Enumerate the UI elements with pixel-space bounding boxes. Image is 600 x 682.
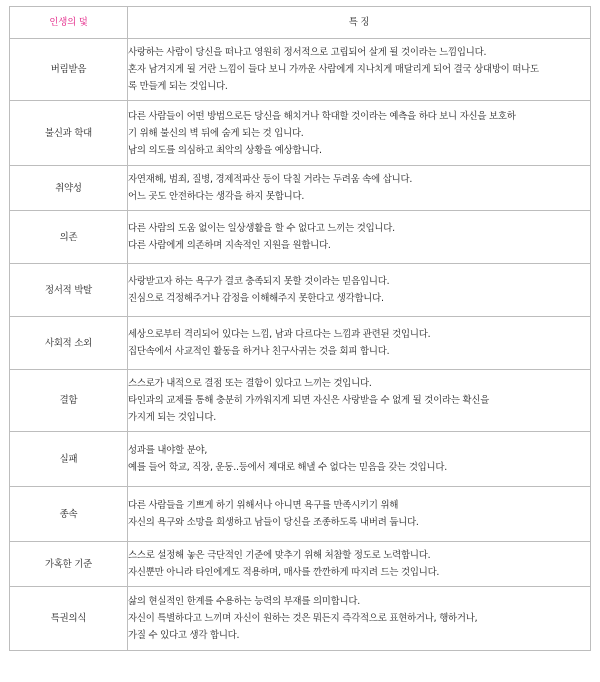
table-header-row [10, 7, 591, 39]
description-line: 다른 사람에게 의존하며 지속적인 지원을 원합니다. [128, 240, 331, 251]
trap-description [128, 39, 591, 101]
description-line: 타인과의 교제를 통해 충분히 가까워지게 되면 자신은 사랑받을 수 없게 될 것이라는 확신을 [128, 395, 490, 406]
description-line: 혼자 남겨지게 될 거란 느낌이 들다 보니 가까운 사람에게 지나치게 매달리게 되어 결국 상대방이 떠나도 [128, 64, 539, 75]
table-row [10, 39, 591, 101]
trap-description [128, 166, 591, 211]
trap-name: 결함 [10, 370, 128, 432]
trap-description [128, 487, 591, 542]
description-line: 성과를 내야할 분야, [128, 445, 208, 456]
trap-description [128, 317, 591, 370]
trap-name: 정서적 박탈 [10, 264, 128, 317]
description-line: 어느 곳도 안전하다는 생각을 하지 못합니다. [128, 191, 305, 202]
description-line: 세상으로부터 격리되어 있다는 느낌, 남과 다르다는 느낌과 관련된 것입니다. [128, 329, 431, 340]
description-line: 록 만들게 되는 것입니다. [128, 81, 228, 92]
table-row [10, 264, 591, 317]
trap-description [128, 101, 591, 166]
trap-name: 종속 [10, 487, 128, 542]
life-traps-table [9, 6, 591, 651]
description-line: 자연재해, 범죄, 질병, 경제적파산 등이 닥칠 거라는 두려움 속에 삽니다. [128, 174, 413, 185]
trap-description [128, 432, 591, 487]
description-line: 사랑하는 사람이 당신을 떠나고 영원히 정서적으로 고립되어 살게 될 것이라는 느낌입니다. [128, 47, 487, 58]
description-line: 삶의 현실적인 한계를 수용하는 능력의 부재를 의미합니다. [128, 596, 361, 607]
header-life-trap: 인생의 덫 [10, 7, 128, 39]
description-line: 남의 의도를 의심하고 최악의 상황을 예상합니다. [128, 144, 322, 156]
trap-description [128, 542, 591, 587]
trap-name: 의존 [10, 211, 128, 264]
description-line: 다른 사람들이 어떤 방법으로든 당신을 해치거나 학대할 것이라는 예측을 하다 보니 자신을 보호하 [128, 110, 516, 122]
description-line: 집단속에서 사교적인 활동을 하거나 친구사귀는 것을 회피 합니다. [128, 346, 390, 357]
description-line: 다른 사람들을 기쁘게 하기 위해서나 아니면 욕구를 만족시키기 위해 [128, 500, 399, 511]
trap-description [128, 211, 591, 264]
table-row [10, 370, 591, 432]
trap-description [128, 587, 591, 651]
table-row [10, 211, 591, 264]
table-row [10, 317, 591, 370]
table-row [10, 101, 591, 166]
trap-name: 버림받음 [10, 39, 128, 101]
description-line: 스스로가 내적으로 결점 또는 결함이 있다고 느끼는 것입니다. [128, 378, 372, 389]
description-line: 기 위해 불신의 벽 뒤에 숨게 되는 것 입니다. [128, 127, 304, 139]
description-line: 자신의 욕구와 소망을 희생하고 남들이 당신을 조종하도록 내버려 둡니다. [128, 517, 419, 528]
description-line: 스스로 설정해 놓은 극단적인 기준에 맞추기 위해 처참할 정도로 노력합니다. [128, 550, 431, 561]
description-line: 진심으로 걱정해주거나 감정을 이해해주지 못한다고 생각합니다. [128, 293, 384, 304]
table-row [10, 166, 591, 211]
table-row [10, 587, 591, 651]
table-row [10, 542, 591, 587]
trap-description [128, 370, 591, 432]
trap-name: 취약성 [10, 166, 128, 211]
description-line: 사랑받고자 하는 욕구가 결코 충족되지 못할 것이라는 믿음입니다. [128, 276, 390, 287]
table-row [10, 487, 591, 542]
trap-description [128, 264, 591, 317]
description-line: 다른 사람의 도움 없이는 일상생활을 할 수 없다고 느끼는 것입니다. [128, 223, 395, 234]
description-line: 자신뿐만 아니라 타인에게도 적용하며, 매사를 깐깐하게 따지려 드는 것입니다. [128, 567, 440, 578]
description-line: 자신이 특별하다고 느끼며 자신이 원하는 것은 뭐든지 즉각적으로 표현하거나, 행하거나, [128, 613, 478, 624]
description-line: 가지게 되는 것입니다. [128, 412, 217, 423]
description-line: 가질 수 있다고 생각 합니다. [128, 630, 240, 641]
header-characteristics: 특 징 [128, 7, 591, 39]
table-row [10, 432, 591, 487]
trap-name: 불신과 학대 [10, 101, 128, 166]
trap-name: 특권의식 [10, 587, 128, 651]
trap-name: 실패 [10, 432, 128, 487]
trap-name: 사회적 소외 [10, 317, 128, 370]
description-line: 예를 들어 학교, 직장, 운동..등에서 제대로 해낼 수 없다는 믿음을 갖는 것입니다. [128, 462, 448, 473]
trap-name: 가혹한 기준 [10, 542, 128, 587]
